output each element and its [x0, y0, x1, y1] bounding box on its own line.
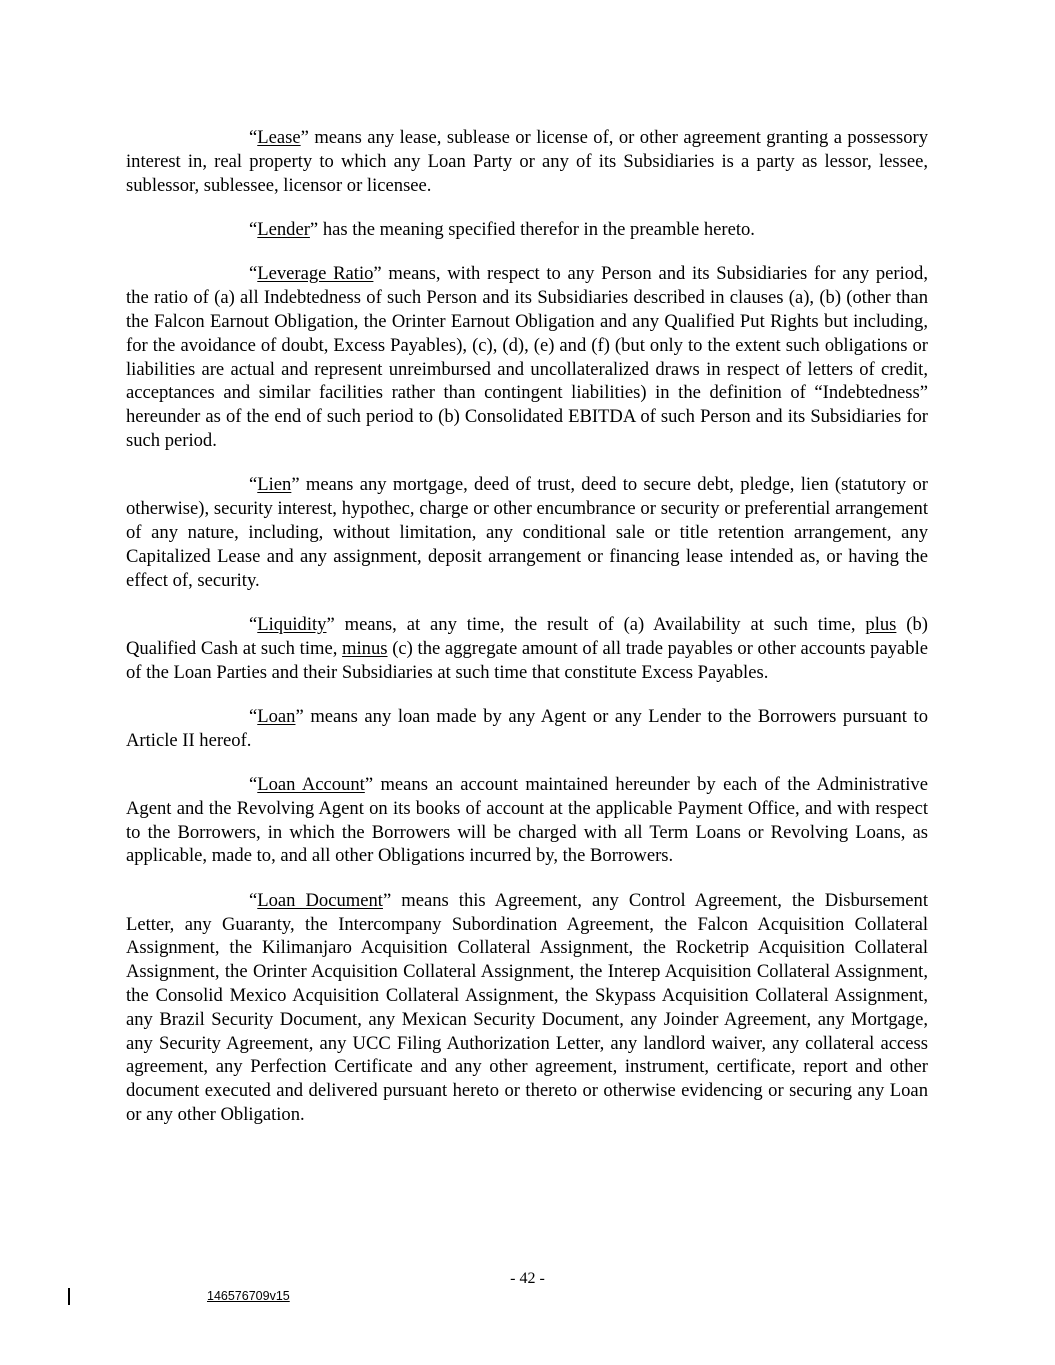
emphasis-minus: minus — [342, 637, 388, 659]
defined-term: Lien — [257, 474, 292, 496]
definition-liquidity: “Liquidity” means, at any time, the result of (a) Availability at such time, plus (b) Qualified Cash at such time, minus (c) the aggregate amount of all trade payables or other accounts payable of the Loan Parties and their Subsidiaries at such time that constitute Excess Payables. — [126, 613, 928, 683]
emphasis-plus: plus — [865, 613, 897, 635]
definition-text: means any mortgage, deed of trust, deed to secure debt, pledge, lien (statutory or otherwise), security interest, hypothec, charge or other encumbrance or security or preferential arrangement of any nature, including, without limitation, any conditional sale or title retention arrangement, any Capitalized Lease and any assignment, deposit arrangement or financing lease intended as, or having the effect of, security. — [126, 474, 928, 591]
defined-term: Leverage Ratio — [257, 263, 374, 285]
definition-loan: “Loan” means any loan made by any Agent or any Lender to the Borrowers pursuant to Article II hereof. — [126, 705, 928, 751]
definition-loan-document: “Loan Document” means this Agreement, any Control Agreement, the Disbursement Letter, any Guaranty, the Intercompany Subordination Agreement, the Falcon Acquisition Collateral Assignment, the Kilimanjaro Acquisition Collateral Assignment, the Rocketrip Acquisition Collateral Assignment, the Orinter Acquisition Collateral Assignment, the Interep Acquisition Collateral Assignment, the Consolid Mexico Acquisition Collateral Assignment, the Skypass Acquisition Collateral Assignment, any Brazil Security Document, any Mexican Security Document, any Joinder Agreement, any Mortgage, any Security Agreement, any UCC Filing Authorization Letter, any landlord waiver, any collateral access agreement, any Perfection Certificate and any other agreement, instrument, certificate, report and other document executed and delivered pursuant hereto or thereto or otherwise evidencing or securing any Loan or any other Obligation. — [126, 889, 928, 1126]
definition-text: means an account maintained hereunder by each of the Administrative Agent and the Revolving Agent on its books of account at the applicable Payment Office, and with respect to the Borrowers, in which the Borrowers will be charged with all Term Loans or Revolving Loans, as applicable, made to, and all other Obligations incurred by, the Borrowers. — [126, 774, 928, 867]
revision-bar — [68, 1288, 70, 1305]
defined-term: Loan Account — [257, 774, 365, 796]
definition-text: means, with respect to any Person and its Subsidiaries for any period, the ratio of (a) all Indebtedness of such Person and its Subsidiaries described in clauses (a), (b) (other than the Falcon Earnout Obligation, the Orinter Earnout Obligation and any Qualified Put Rights but including, for the avoidance of doubt, Excess Payables), (c), (d), (e) and (f) (but only to the extent such obligations or liabilities are actual and represent unreimbursed and uncollateralized draws in respect of letters of credit, acceptances and similar facilities rather than contingent liabilities) in the definition of “Indebtedness” hereunder as of the end of such period to (b) Consolidated EBITDA of such Person and its Subsidiaries for such period. — [126, 263, 928, 451]
defined-term: Lease — [257, 127, 301, 148]
defined-term: Loan Document — [257, 889, 383, 911]
document-body — [126, 126, 928, 1147]
definition-text: has the meaning specified therefor in the preamble hereto. — [318, 218, 755, 240]
defined-term: Loan — [257, 705, 296, 727]
definition-text: (c) the aggregate amount of all trade payables or other accounts payable of the Loan Parties and their Subsidiaries at such time that constitute Excess Payables. — [126, 637, 928, 683]
definition-text: means, at any time, the result of (a) Availability at such time, — [334, 613, 866, 635]
definition-text: means this Agreement, any Control Agreement, the Disbursement Letter, any Guaranty, the Intercompany Subordination Agreement, the Falcon Acquisition Collateral Assignment, the Kilimanjaro Acquisition Collateral Assignment, the Rocketrip Acquisition Collateral Assignment, the Orinter Acquisition Collateral Assignment, the Interep Acquisition Collateral Assignment, the Consolid Mexico Acquisition Collateral Assignment, the Skypass Acquisition Collateral Assignment, any Brazil Security Document, any Mexican Security Document, any Joinder Agreement, any Mortgage, any Security Agreement, any UCC Filing Authorization Letter, any landlord waiver, any collateral access agreement, any Perfection Certificate and any other agreement, instrument, certificate, report and other document executed and delivered pursuant hereto or thereto or otherwise evidencing or securing any Loan or any other Obligation. — [126, 889, 928, 1126]
definition-loan-account: “Loan Account” means an account maintained hereunder by each of the Administrative Agent and the Revolving Agent on its books of account at the applicable Payment Office, and with respect to the Borrowers, in which the Borrowers will be charged with all Term Loans or Revolving Loans, as applicable, made to, and all other Obligations incurred by, the Borrowers. — [126, 774, 928, 867]
definition-text: means any loan made by any Agent or any Lender to the Borrowers pursuant to Article II hereof. — [126, 705, 928, 751]
definition-lien: “Lien” means any mortgage, deed of trust, deed to secure debt, pledge, lien (statutory or otherwise), security interest, hypothec, charge or other encumbrance or security or preferential arrangement of any nature, including, without limitation, any conditional sale or title retention arrangement, any Capitalized Lease and any assignment, deposit arrangement or financing lease intended as, or having the effect of, security. — [126, 474, 928, 591]
defined-term: Liquidity — [257, 613, 327, 635]
definition-leverage-ratio: “Leverage Ratio” means, with respect to any Person and its Subsidiaries for any period, the ratio of (a) all Indebtedness of such Person and its Subsidiaries described in clauses (a), (b) (other than the Falcon Earnout Obligation, the Orinter Earnout Obligation and any Qualified Put Rights but including, for the avoidance of doubt, Excess Payables), (c), (d), (e) and (f) (but only to the extent such obligations or liabilities are actual and represent unreimbursed and uncollateralized draws in respect of letters of credit, acceptances and similar facilities rather than contingent liabilities) in the definition of “Indebtedness” hereunder as of the end of such period to (b) Consolidated EBITDA of such Person and its Subsidiaries for such period. — [126, 263, 928, 451]
document-id: 146576709v15 — [207, 1289, 290, 1303]
defined-term: Lender — [257, 218, 310, 240]
definition-lease: “Lease” means any lease, sublease or license of, or other agreement granting a possessory interest in, real property to which any Loan Party or any of its Subsidiaries is a party as lessor, lessee, sublessor, sublessee, licensor or licensee. — [126, 127, 928, 196]
definition-text: (b) Qualified Cash at such time, — [126, 613, 928, 659]
page-number: - 42 - — [510, 1270, 545, 1287]
definition-text: means any lease, sublease or license of, or other agreement granting a possessory interest in, real property to which any Loan Party or any of its Subsidiaries is a party as lessor, lessee, sublessor, sublessee, licensor or licensee. — [126, 127, 928, 196]
definition-lender: “Lender” has the meaning specified therefor in the preamble hereto. — [249, 218, 755, 240]
